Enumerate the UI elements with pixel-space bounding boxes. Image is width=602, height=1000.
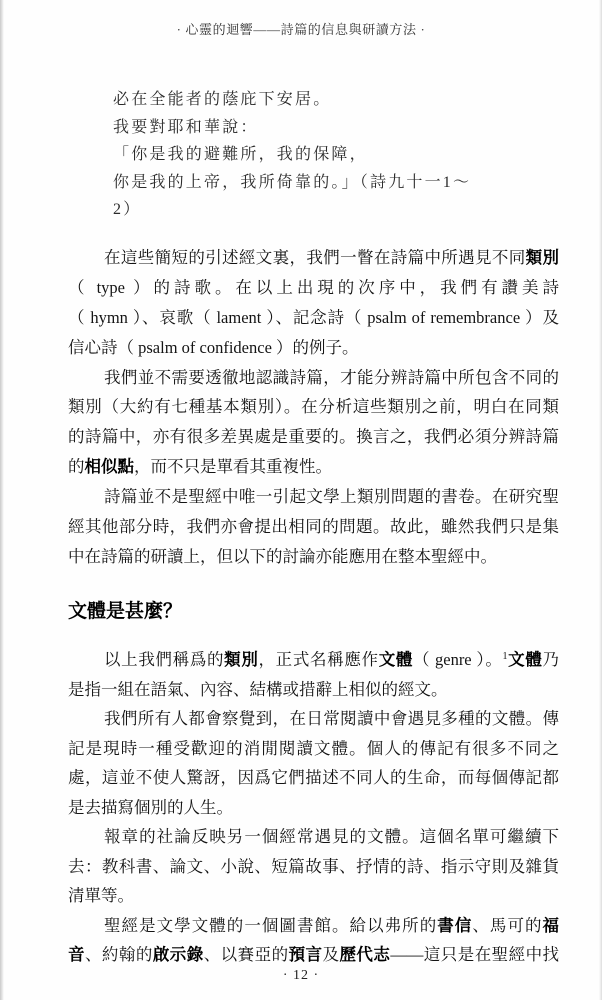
paragraph-line: [68, 763, 559, 793]
text-run: 去：教科書、論文、小說、短篇故事、抒情的詩、指示守則及雜貨: [68, 856, 559, 876]
text-run: 類別（大約有七種基本類別）。在分析這些類別之前，明白在同類: [68, 397, 559, 417]
key-term: 類別: [525, 248, 560, 267]
paragraph-line: [68, 704, 559, 734]
text-run: 的: [68, 457, 85, 477]
paragraph-line: [68, 822, 559, 852]
key-term: 歷代志: [339, 945, 391, 964]
paragraph-line: [68, 675, 559, 705]
footnote-marker: 1: [502, 651, 508, 662]
text-run: 乃: [542, 650, 560, 669]
paragraph-line: [68, 303, 559, 333]
text-run: 在這些簡短的引述經文裏，我們一瞥在詩篇中所遇見不同: [104, 248, 526, 267]
paragraph-line: [68, 333, 559, 363]
text-run: 信心詩（ psalm of confidence ）的例子。: [68, 337, 359, 357]
paragraph-line: [68, 392, 559, 422]
text-run: ，正式名稱應作: [258, 650, 379, 669]
text-run: （ genre ）。: [413, 650, 503, 669]
text-run: 報章的社論反映另一個經常遇見的文體。這個名單可繼續下: [104, 827, 559, 846]
text-run: （ hymn ）、哀歌（ lament ）、記念詩（ psalm of remembrance ）及: [68, 307, 559, 327]
text-run: 聖經是文學文體的一個圖書館。給以弗所的: [104, 915, 438, 935]
text-run: 我們並不需要透徹地認識詩篇，才能分辨詩篇中所包含不同的: [104, 367, 559, 387]
paragraph-line: [68, 793, 559, 823]
paragraph: [68, 482, 559, 572]
paragraph-line: [68, 881, 559, 911]
key-term: 文體: [378, 650, 414, 669]
text-run: 詩篇並不是聖經中唯一引起文學上類別問題的書卷。在研究聖: [104, 487, 559, 507]
text-run: 及: [322, 945, 340, 964]
text-run: 經其他部分時，我們亦會提出相同的問題。故此，雖然我們只是集: [68, 517, 559, 537]
scripture-quote: [113, 86, 553, 224]
text-run: 中在詩篇的研讀上，但以下的討論亦能應用在整本聖經中。: [68, 546, 497, 566]
intro-text: [68, 243, 559, 572]
running-header: · 心靈的迴響——詩篇的信息與研讀方法 ·: [176, 22, 426, 37]
text-run: 、馬可的: [472, 915, 543, 935]
paragraph-line: [68, 852, 559, 882]
paragraph-line: [68, 243, 559, 273]
quote-line: 「你是我的避難所，我的保障，: [113, 146, 368, 163]
quote-line: 我要對耶和華說：: [113, 118, 259, 136]
key-term: 啟示錄: [152, 945, 204, 964]
key-term: 福: [542, 915, 560, 935]
key-term: 類別: [224, 650, 259, 669]
paragraph-line: [68, 645, 559, 675]
paragraph-line: [68, 734, 559, 764]
text-run: 、以賽亞的: [203, 945, 289, 964]
paragraph-line: [68, 542, 559, 572]
paragraph: [68, 243, 559, 363]
text-run: 以上我們稱爲的: [104, 650, 225, 669]
paragraph-line: [68, 911, 559, 941]
paragraph-line: [68, 512, 559, 542]
page-number: · 12 ·: [282, 968, 320, 983]
paragraph: [68, 645, 559, 704]
text-run: 記是現時一種受歡迎的消閒閱讀文體。個人的傳記有很多不同之: [68, 738, 559, 758]
text-run: 我們所有人都會察覺到，在日常閱讀中會遇見多種的文體。傳: [104, 709, 559, 728]
paragraph-line: [68, 482, 559, 512]
quote-line: 必在全能者的蔭庇下安居。: [113, 91, 332, 108]
paragraph-line: [68, 452, 559, 482]
paragraph-line: [68, 363, 559, 393]
section-text: [68, 645, 559, 970]
key-term: 預言: [288, 945, 323, 964]
paragraph-line: [68, 940, 559, 970]
text-run: 是去描寫個別的人生。: [68, 797, 233, 817]
paragraph: [68, 911, 559, 970]
key-term: 相似點: [84, 457, 134, 477]
key-term: 文體: [507, 650, 543, 669]
text-run: 處，這並不使人驚訝，因爲它們描述不同人的生命，而每個傳記都: [68, 768, 559, 787]
text-run: （ type ）的詩歌。在以上出現的次序中，我們有讚美詩: [68, 277, 559, 297]
quote-line: 2）: [113, 201, 142, 218]
paragraph-line: [68, 273, 559, 303]
text-run: 是指一組在語氣、內容、結構或措辭上相似的經文。: [68, 679, 448, 699]
text-run: 的詩篇中，亦有很多差異處是重要的。換言之，我們必須分辨詩篇: [68, 427, 559, 447]
section-heading: 文體是甚麼？: [68, 601, 183, 622]
paragraph: [68, 704, 559, 822]
quote-line: 你是我的上帝，我所倚靠的。」（詩九十一1～: [113, 173, 472, 191]
paragraph-line: [68, 422, 559, 452]
text-run: ，而不只是單看其重複性。: [134, 457, 332, 477]
key-term: 音: [68, 945, 85, 964]
paragraph: [68, 363, 559, 483]
paragraph: [68, 822, 559, 911]
text-run: ——這只是在聖經中找: [390, 945, 560, 964]
key-term: 書信: [437, 915, 473, 935]
text-run: 清單等。: [68, 886, 134, 905]
text-run: 、約翰的: [84, 945, 153, 964]
